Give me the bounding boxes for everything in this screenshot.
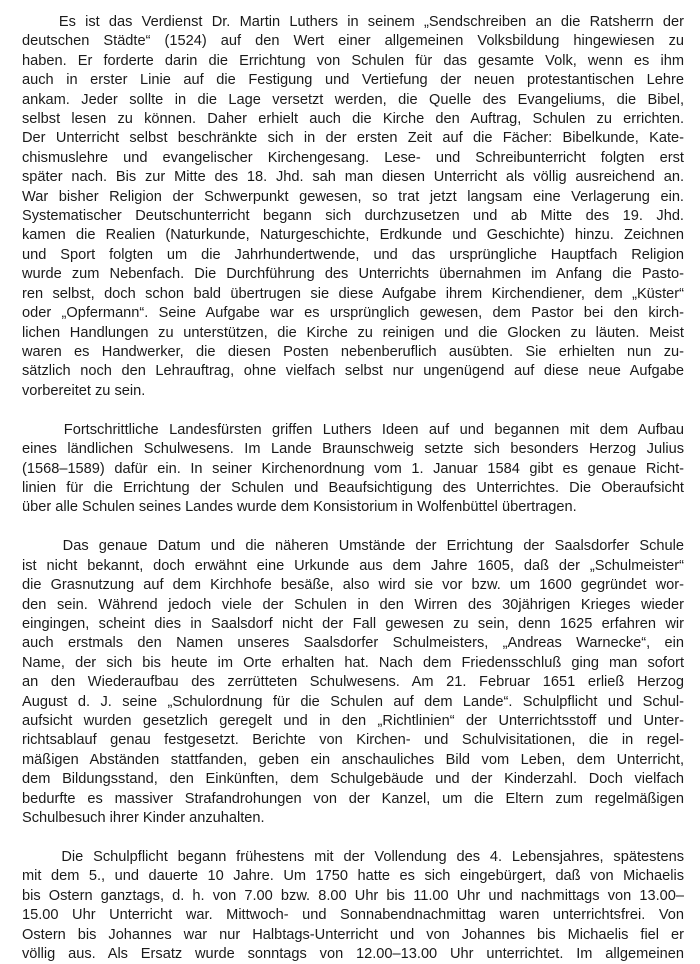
text-line: auch in erster Linie auf die Festigung und Vertiefung der neuen protestantischen Lehre	[22, 72, 684, 89]
text-line: Systematischer Deutschunterricht begann sich durchzusetzen und ab Mitte des 19. Jhd.	[22, 208, 684, 225]
text-line: sätzlich noch den Lehrauftrag, ohne vielfach selbst nur ungenügend auf diese neue Aufgabe	[22, 363, 684, 380]
text-line: Fortschrittliche Landesfürsten griffen Luthers Ideen auf und begannen mit dem Aufbau	[22, 421, 684, 438]
text-line: deutschen Städte“ (1524) auf den Wert einer allgemeinen Volksbildung hingewiesen zu	[22, 33, 684, 50]
text-line: oder „Opfermann“. Seine Aufgabe war es ursprünglich gewesen, dem Pastor bei den kirch-	[22, 305, 684, 322]
text-line: wurde zum Nebenfach. Die Durchführung des Unterrichts übernahmen im Anfang die Pasto-	[22, 266, 684, 283]
text-line: mäßigen Abständen stattfanden, geben ein anschauliches Bild vom Leben, dem Unterricht,	[22, 751, 684, 768]
text-line: ren selbst, doch schon bald übertrugen sie diese Aufgabe ihrem Kirchendiener, dem „Küster“	[22, 285, 684, 302]
text-line: bedurfte es massiver Strafandrohungen von der Kanzel, um die Eltern zum regelmäßigen	[22, 790, 684, 807]
text-line: an den Wiederaufbau des zerrütteten Schulwesens. Am 21. Februar 1651 erließ Herzog	[22, 674, 684, 691]
text-line: Es ist das Verdienst Dr. Martin Luthers in seinem „Sendschreiben an die Ratsherrn der	[22, 14, 684, 30]
paragraph	[22, 421, 684, 518]
document-body	[22, 13, 684, 964]
text-line: Die Schulpflicht begann frühestens mit der Vollendung des 4. Lebensjahres, spätestens	[22, 849, 684, 866]
text-line: später nach. Bis zur Mitte des 18. Jhd. sah man diesen Unterricht als völlig ausreichend an.	[22, 169, 684, 186]
text-line: lichen Handlungen zu unterstützen, die Kirche zu reinigen und die Glocken zu läuten. Meist	[22, 324, 684, 341]
text-line: Der Unterricht selbst beschränkte sich in der ersten Zeit auf die Fächer: Bibelkunde, Kate-	[22, 130, 684, 147]
text-line: den sein. Während jedoch viele der Schulen in den Wirren des 30jährigen Krieges wieder	[22, 596, 684, 613]
text-line: linien für die Errichtung der Schulen und Beaufsichtigung des Unterrichtes. Die Oberaufsicht	[22, 479, 684, 496]
text-line: waren es Handwerker, die diesen Posten nebenberuflich ausübten. Sie erhielten nun zu-	[22, 343, 684, 360]
text-line: eines ländlichen Schulwesens. Im Lande Braunschweig setzte sich besonders Herzog Julius	[22, 441, 684, 458]
text-line: bis Ostern ganztags, d. h. von 7.00 bzw. 8.00 Uhr bis 11.00 Uhr und nachmittags von 13.00–	[22, 887, 684, 904]
paragraph	[22, 13, 684, 401]
text-line: chismuslehre und evangelischer Kirchengesang. Lese- und Schreibunterricht folgten erst	[22, 149, 684, 166]
text-line: haben. Er forderte darin die Errichtung von Schulen für das gesamte Volk, wenn es ihm	[22, 52, 684, 69]
text-line: über alle Schulen seines Landes wurde dem Konsistorium in Wolfenbüttel übertragen.	[22, 499, 577, 516]
paragraph	[22, 848, 684, 964]
text-line: Name, der sich bis heute im Orte erhalten hat. Nach dem Friedensschluß ging man sofort	[22, 654, 684, 671]
text-line: War bisher Religion der Schwerpunkt gewesen, so trat jetzt langsam eine Verlagerung ein.	[22, 188, 684, 205]
text-line: völlig aus. Als Ersatz wurde sonntags von 12.00–13.00 Uhr unterrichtet. Im allgemeinen	[22, 946, 684, 963]
text-line: mit dem 5., und dauerte 10 Jahre. Um 1750 hatte es sich eingebürgert, daß von Michaelis	[22, 868, 684, 885]
text-line: Ostern bis Johannes war nur Halbtags-Unterricht und von Johannes bis Michaelis fiel er	[22, 926, 684, 943]
text-line: kamen die Realien (Naturkunde, Naturgeschichte, Erdkunde und Geschichte) hinzu. Zeichnen	[22, 227, 684, 244]
text-line: aufsicht wurden gesetzlich geregelt und in den „Richtlinien“ der Unterrichtsstoff und Unter-	[22, 713, 684, 729]
text-line: ist nicht bekannt, doch erwähnt eine Urkunde aus dem Jahre 1605, daß der „Schulmeister“	[22, 557, 684, 574]
text-line: 15.00 Uhr Unterricht war. Mittwoch- und Sonnabendnachmittag waren unterrichtsfrei. Von	[22, 907, 684, 924]
text-line: eingingen, scheint dies in Saalsdorf nicht der Fall gewesen zu sein, denn 1625 erfahren wir	[22, 615, 684, 632]
text-line: und Sport folgten um die Jahrhundertwende, und das ursprüngliche Hauptfach Religion	[22, 246, 684, 263]
paragraph-gap	[22, 518, 684, 538]
paragraph	[22, 537, 684, 828]
text-line: richtsablauf genau festgesetzt. Berichte von Kirchen- und Schulvisitationen, die in regel-	[22, 732, 684, 749]
text-line: ankam. Jeder sollte in die Lage versetzt werden, die Quelle des Evangeliums, die Bibel,	[22, 91, 684, 108]
text-line: die Grasnutzung auf dem Kirchhofe besäße, also wird sie vor bzw. um 1600 gegründet wor-	[22, 577, 684, 594]
text-line: dem Bildungsstand, den Einkünften, dem Schulgebäude und der Kinderzahl. Doch vielfach	[22, 771, 684, 788]
paragraph-gap	[22, 828, 684, 848]
text-line: Schulbesuch ihrer Kinder anzuhalten.	[22, 810, 265, 827]
text-line: (1568–1589) dafür ein. In seiner Kirchenordnung vom 1. Januar 1584 gibt es genaue Richt-	[22, 460, 684, 477]
text-line: August d. J. seine „Schulordnung für die Schulen auf dem Lande“. Schulpflicht und Schul-	[22, 693, 684, 710]
text-line: Das genaue Datum und die näheren Umstände der Errichtung der Saalsdorfer Schule	[22, 538, 684, 555]
text-line: selbst lesen zu können. Daher erhielt auch die Kirche den Auftrag, Schulen zu errichten.	[22, 111, 684, 128]
text-line: vorbereitet zu sein.	[22, 382, 146, 399]
paragraph-gap	[22, 401, 684, 421]
text-line: auch erstmals den Namen unseres Saalsdorfer Schulmeisters, „Andreas Warnecke“, ein	[22, 635, 684, 652]
